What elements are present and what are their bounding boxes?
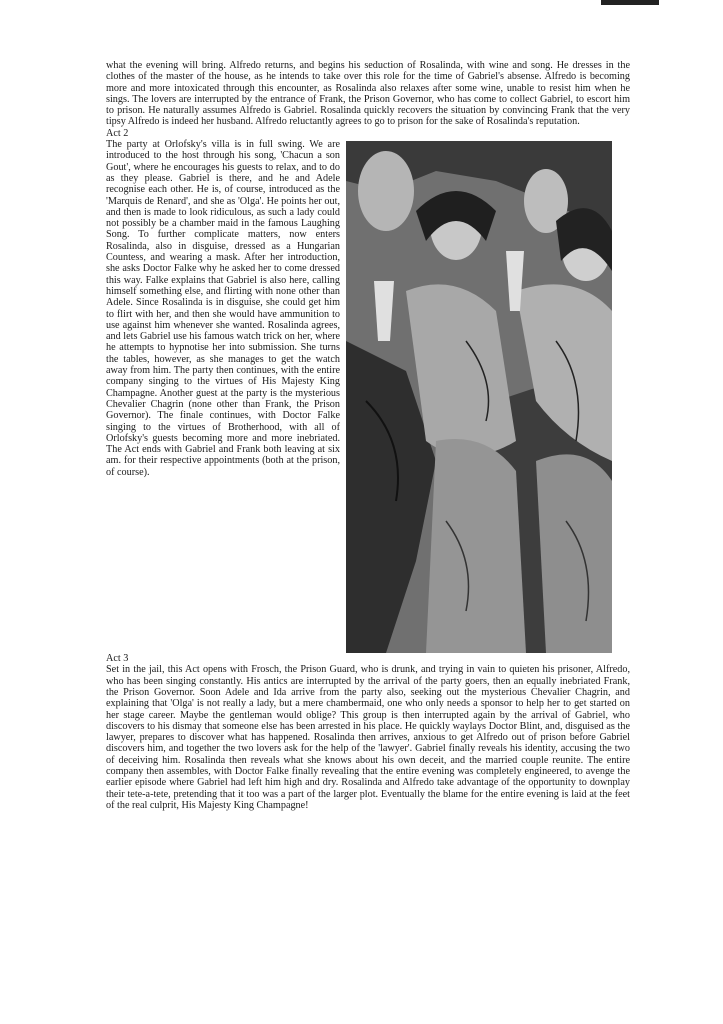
act2-section [106,139,630,653]
party-illustration-image [346,141,612,653]
act2-heading: Act 2 [106,127,129,139]
act3-heading: Act 3 [106,653,129,665]
act1-continuation-paragraph: what the evening will bring. Alfredo returns, and begins his seduction of Rosalinda, with wine and song. He dresses in the clothes of the master of the house, as he intends to take over this role for the time of Gabriel's absense. Alfredo is becoming more and more intoxicated through this encounter, as Rosalinda also relaxes after some wine, unable to resist him when he sings. The lovers are interrupted by the entrance of Frank, the Prison Governor, who has come to collect Gabriel, to escort him to prison. He naturally assumes Alfredo is Gabriel. Rosalinda quickly recovers the situation by convincing Frank that the very tipsy Alfredo is indeed her husband. Alfredo reluctantly agrees to go to prison for the sake of Rosalinda's reputation. [106,60,630,128]
act2-paragraph: The party at Orlofsky's villa is in full swing. We are introduced to the host through his song, 'Chacun a son Gout', where he encourages his guests to relax, and to do as they please. Gabriel is there, and he and Adele recognise each other. He is, of course, introduced as the 'Marquis de Renard', and she as 'Olga'. He points her out, and then is made to look ridiculous, as such a lady could not possibly be a chamber maid in the famous Laughing Song. To further complicate matters, now enters Rosalinda, also in disguise, dressed as a Hungarian Countess, and wearing a mask. After her introduction, she asks Doctor Falke why he asked her to come dressed this way. Falke explains that Gabriel is also here, calling himself something else, and flirting with none other than Adele. Since Rosalinda is in disguise, she could get him to flirt with her, and then she would have ammunition to use against him whenever she wanted. Rosalinda agrees, and lets Gabriel use his famous watch trick on her, where he attempts to hypnotise her into submission. She turns the tables, however, as she manages to get the watch away from him. The party then continues, with the entire company singing to the virtues of His Majesty King Champagne. Another guest at the party is the mysterious Chevalier Chagrin (none other than Frank, the Prison Governor). The finale continues, with Doctor Falke singing to the virtues of Brotherhood, with all of Orlofsky's guests becoming more and more inebriated. The Act ends with Gabriel and Frank both leaving at six am. for their respective appointments (both at the prison, of course). [106,139,340,478]
act3-paragraph: Set in the jail, this Act opens with Frosch, the Prison Guard, who is drunk, and trying in vain to quieten his prisoner, Alfredo, who has been singing constantly. His antics are interrupted by the arrival of the party goers, then an equally inebriated Frank, the Prison Governor. Soon Adele and Ida arrive from the party also, seeking out the mysterious Chevalier Chagrin, and explaining that 'Olga' is not really a lady, but a mere chambermaid, one who only needs a sponsor to help her to get started on her stage career. Maybe the gentleman would oblige? This group is then interrupted again by the arrival of Gabriel, who discovers to his dismay that someone else has been arrested in his place. He quickly waylays Doctor Blint, and, disguised as the lawyer, prepares to discover what has happened. Rosalinda then arrives, anxious to get Alfredo out of prison before Gabriel discovers him, and together the two lovers ask for the help of the 'lawyer'. Gabriel finally reveals his identity, accusing the two of deceiving him. Rosalinda then reveals what she knows about his own deceit, and the married couple reunite. The entire company then assembles, with Doctor Falke finally revealing that the entire evening was completely engineered, to avenge the earlier episode where Gabriel had left him high and dry. Rosalinda and Alfredo take advantage of the opportunity to downplay their tete-a-tete, pretending that it too was a part of the larger plot. Eventually the blame for the entire evening is laid at the feet of the real culprit, His Majesty King Champagne! [106,664,630,811]
page-edge-mark [601,0,659,5]
party-illustration [346,141,612,653]
document-page [106,60,630,811]
